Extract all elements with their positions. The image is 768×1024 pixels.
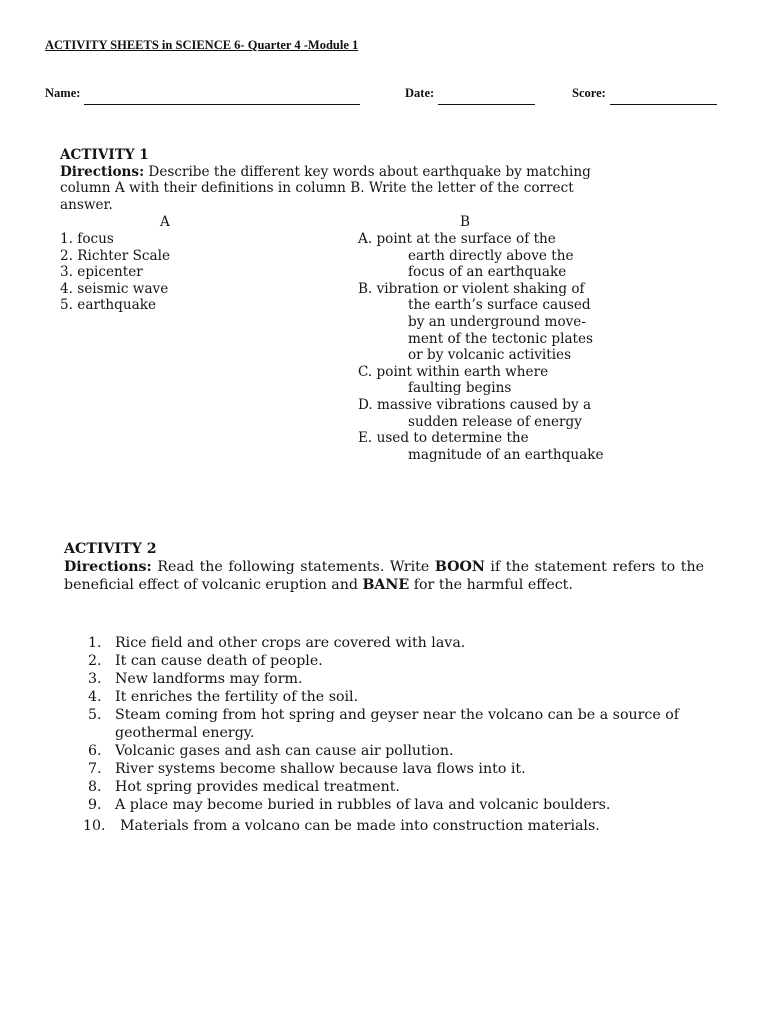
statement-number: 10. xyxy=(83,818,106,834)
statement-item xyxy=(88,742,708,760)
statement-text: Volcanic gases and ash can cause air pollution. xyxy=(115,743,454,759)
statement-text: Steam coming from hot spring and geyser near the volcano can be a source of geothermal energy. xyxy=(115,707,680,741)
statement-item xyxy=(83,817,708,835)
boon-keyword: BOON xyxy=(434,559,485,575)
column-a-item: 2. Richter Scale xyxy=(60,247,170,264)
activity-2-directions-text-1: Read the following statements. Write xyxy=(151,559,435,575)
statement-item xyxy=(88,634,708,652)
student-info-row xyxy=(45,86,725,104)
activity-1-directions-line-3: answer. xyxy=(60,196,113,213)
column-a-item: 4. seismic wave xyxy=(60,280,169,297)
column-b-item-c-cont: faulting begins xyxy=(408,380,512,397)
statement-list xyxy=(83,634,708,835)
name-input[interactable] xyxy=(84,90,360,104)
date-field-group xyxy=(405,86,535,105)
column-a-item: 5. earthquake xyxy=(60,297,156,314)
statement-text: It enriches the fertility of the soil. xyxy=(115,689,359,705)
activity-1-section xyxy=(60,147,700,463)
bane-keyword: BANE xyxy=(362,577,410,593)
date-line[interactable] xyxy=(438,89,535,105)
statement-text: Materials from a volcano can be made into construction materials. xyxy=(120,818,600,834)
name-line[interactable] xyxy=(84,89,360,105)
activity-1-directions-line-2: column A with their definitions in column B. Write the letter of the correct xyxy=(60,180,574,197)
score-line[interactable] xyxy=(610,89,717,105)
statement-item xyxy=(88,778,708,796)
statement-text: A place may become buried in rubbles of lava and volcanic boulders. xyxy=(115,797,611,813)
statement-number: 2. xyxy=(88,653,102,669)
column-b-item-b-cont: ment of the tectonic plates xyxy=(408,330,594,347)
statement-number: 8. xyxy=(88,779,102,795)
score-label: Score: xyxy=(572,86,606,100)
activity-2-directions xyxy=(64,558,704,594)
activity-1-heading: ACTIVITY 1 xyxy=(60,147,149,163)
column-b-item-e: E. used to determine the xyxy=(358,430,529,447)
name-label: Name: xyxy=(45,86,81,100)
score-input[interactable] xyxy=(610,90,717,104)
statement-text: Hot spring provides medical treatment. xyxy=(115,779,400,795)
column-a-item: 3. epicenter xyxy=(60,264,143,281)
statement-text: New landforms may form. xyxy=(115,671,303,687)
column-b-item-b-cont: by an underground move- xyxy=(408,313,586,330)
column-a-header: A xyxy=(160,214,170,230)
column-b-item-a: A. point at the surface of the xyxy=(358,231,556,247)
sheet-title: ACTIVITY SHEETS in SCIENCE 6- Quarter 4 -Module 1 xyxy=(45,38,359,52)
column-b-item-d-cont: sudden release of energy xyxy=(408,413,582,430)
score-field-group xyxy=(572,86,717,105)
statement-item xyxy=(88,670,708,688)
column-a-list xyxy=(60,231,340,314)
statement-number: 3. xyxy=(88,671,102,687)
column-b-item-b-cont: the earth’s surface caused xyxy=(408,297,591,314)
statement-item xyxy=(88,796,708,814)
column-b-item-b-cont: or by volcanic activities xyxy=(408,347,572,364)
activity-2-directions-text-2: if the statement refers to the beneficial effect of volcanic eruption and xyxy=(64,559,704,593)
activity-2-section xyxy=(64,540,704,834)
statement-item xyxy=(88,760,708,778)
statement-item xyxy=(88,706,708,742)
statement-item xyxy=(88,688,708,706)
column-b-item-e-cont: magnitude of an earthquake xyxy=(408,446,604,463)
column-b-item-b: B. vibration or violent shaking of xyxy=(358,280,585,297)
column-b-header: B xyxy=(460,214,470,230)
activity-1-directions-line-1: Describe the different key words about earthquake by matching xyxy=(144,163,591,180)
date-input[interactable] xyxy=(438,90,535,104)
activity-2-directions-text-3: for the harmful effect. xyxy=(409,577,573,593)
statement-item xyxy=(88,652,708,670)
statement-text: River systems become shallow because lava flows into it. xyxy=(115,761,526,777)
statement-number: 9. xyxy=(88,797,102,813)
column-b-item-a-cont: earth directly above the xyxy=(408,247,574,264)
column-b-item-d: D. massive vibrations caused by a xyxy=(358,396,592,413)
column-a-item: 1. focus xyxy=(60,231,114,247)
activity-1-directions xyxy=(60,164,700,214)
activity-2-directions-label: Directions: xyxy=(64,559,152,575)
statement-text: It can cause death of people. xyxy=(115,653,323,669)
statement-text: Rice field and other crops are covered with lava. xyxy=(115,635,466,651)
statement-number: 1. xyxy=(88,635,102,651)
activity-1-directions-label: Directions: xyxy=(60,163,145,180)
column-b-item-c: C. point within earth where xyxy=(358,363,549,380)
statement-number: 7. xyxy=(88,761,102,777)
activity-2-heading: ACTIVITY 2 xyxy=(64,541,157,557)
statement-number: 6. xyxy=(88,743,102,759)
column-b-list xyxy=(358,231,678,463)
name-field-group xyxy=(45,86,360,105)
date-label: Date: xyxy=(405,86,435,100)
statement-number: 5. xyxy=(88,707,102,723)
statement-number: 4. xyxy=(88,689,102,705)
column-b-item-a-cont: focus of an earthquake xyxy=(408,264,567,281)
